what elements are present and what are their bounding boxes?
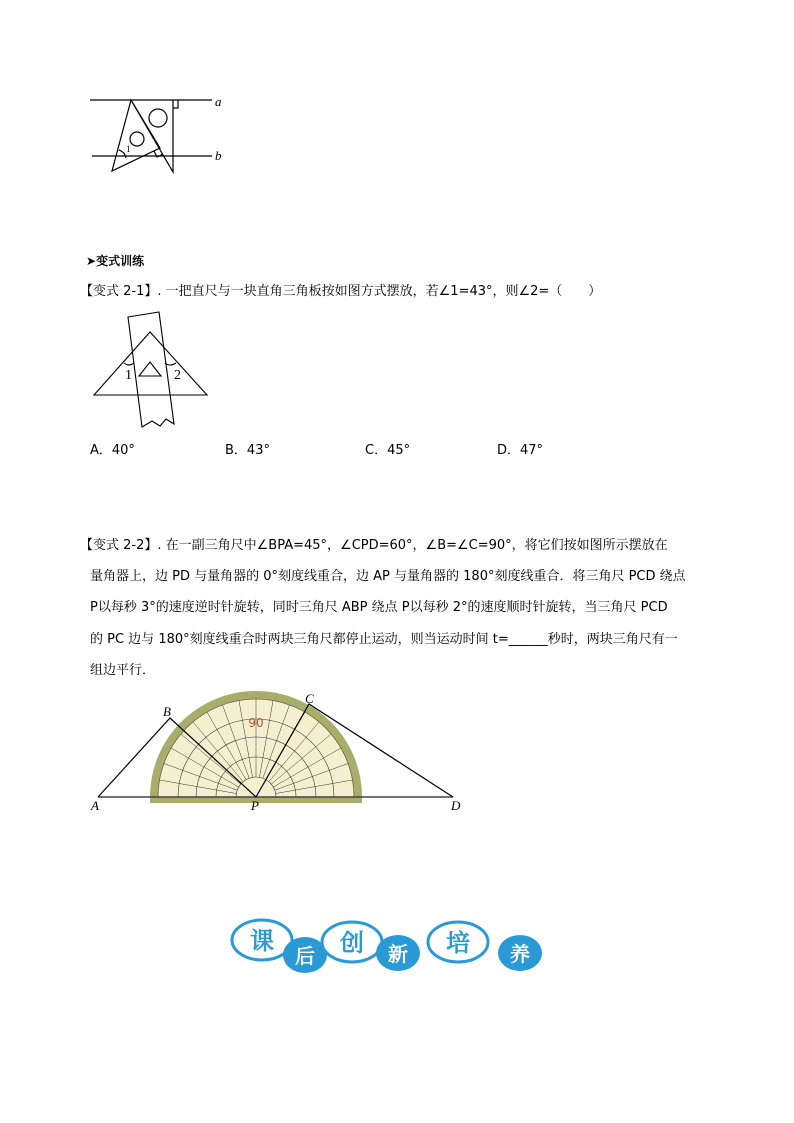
point-d-label: D: [451, 798, 461, 813]
svg-text:养: 养: [510, 942, 530, 966]
question-2-2-line: P以每秒 3°的速度逆时针旋转，同时三角尺 ABP 绕点 P以每秒 2°的速度顺时针旋转，当三角尺 PCD: [90, 600, 668, 615]
angle-2-label: 2: [174, 368, 181, 383]
svg-text:课: 课: [250, 927, 274, 955]
point-p-label: P: [251, 798, 259, 813]
question-2-2-line: 的 PC 边与 180°刻度线重合时两块三角尺都停止运动，则当运动时间 t=______秒时，两块三角尺有一: [90, 632, 678, 647]
protractor: [150, 691, 362, 803]
option-a: A．40°: [90, 443, 135, 458]
point-c-label: C: [305, 691, 314, 706]
question-2-2-line: 量角器上，边 PD 与量角器的 0°刻度线重合，边 AP 与量角器的 180°刻度线重合．将三角尺 PCD 绕点: [90, 569, 686, 584]
point-b-label: B: [163, 704, 171, 719]
banner-after-class-innovation: [232, 920, 542, 973]
svg-text:新: 新: [388, 942, 408, 966]
question-2-2-line: 组边平行．: [90, 663, 156, 678]
option-b: B．43°: [225, 443, 270, 458]
label-a: a: [215, 94, 222, 109]
protractor-90-label: 90: [248, 716, 264, 730]
point-a-label: A: [91, 798, 99, 813]
angle-1-label: 1: [125, 368, 132, 383]
angle-1-label: 1: [126, 144, 131, 154]
figure-ruler-triangle: [94, 312, 207, 427]
question-2-1: 【变式 2-1】. 一把直尺与一块直角三角板按如图方式摆放，若∠1=43°，则∠2=（ ）: [80, 284, 602, 299]
svg-text:培: 培: [446, 929, 470, 957]
section-heading: ➤变式训练: [86, 254, 145, 268]
option-c: C．45°: [365, 443, 411, 458]
question-2-2-line: 【变式 2-2】. 在一副三角尺中∠BPA=45°，∠CPD=60°，∠B=∠C=90°，将它们按如图所示摆放在: [80, 538, 668, 553]
label-b: b: [215, 148, 222, 163]
svg-text:后: 后: [295, 944, 315, 968]
option-d: D．47°: [497, 443, 544, 458]
svg-text:创: 创: [340, 929, 364, 957]
